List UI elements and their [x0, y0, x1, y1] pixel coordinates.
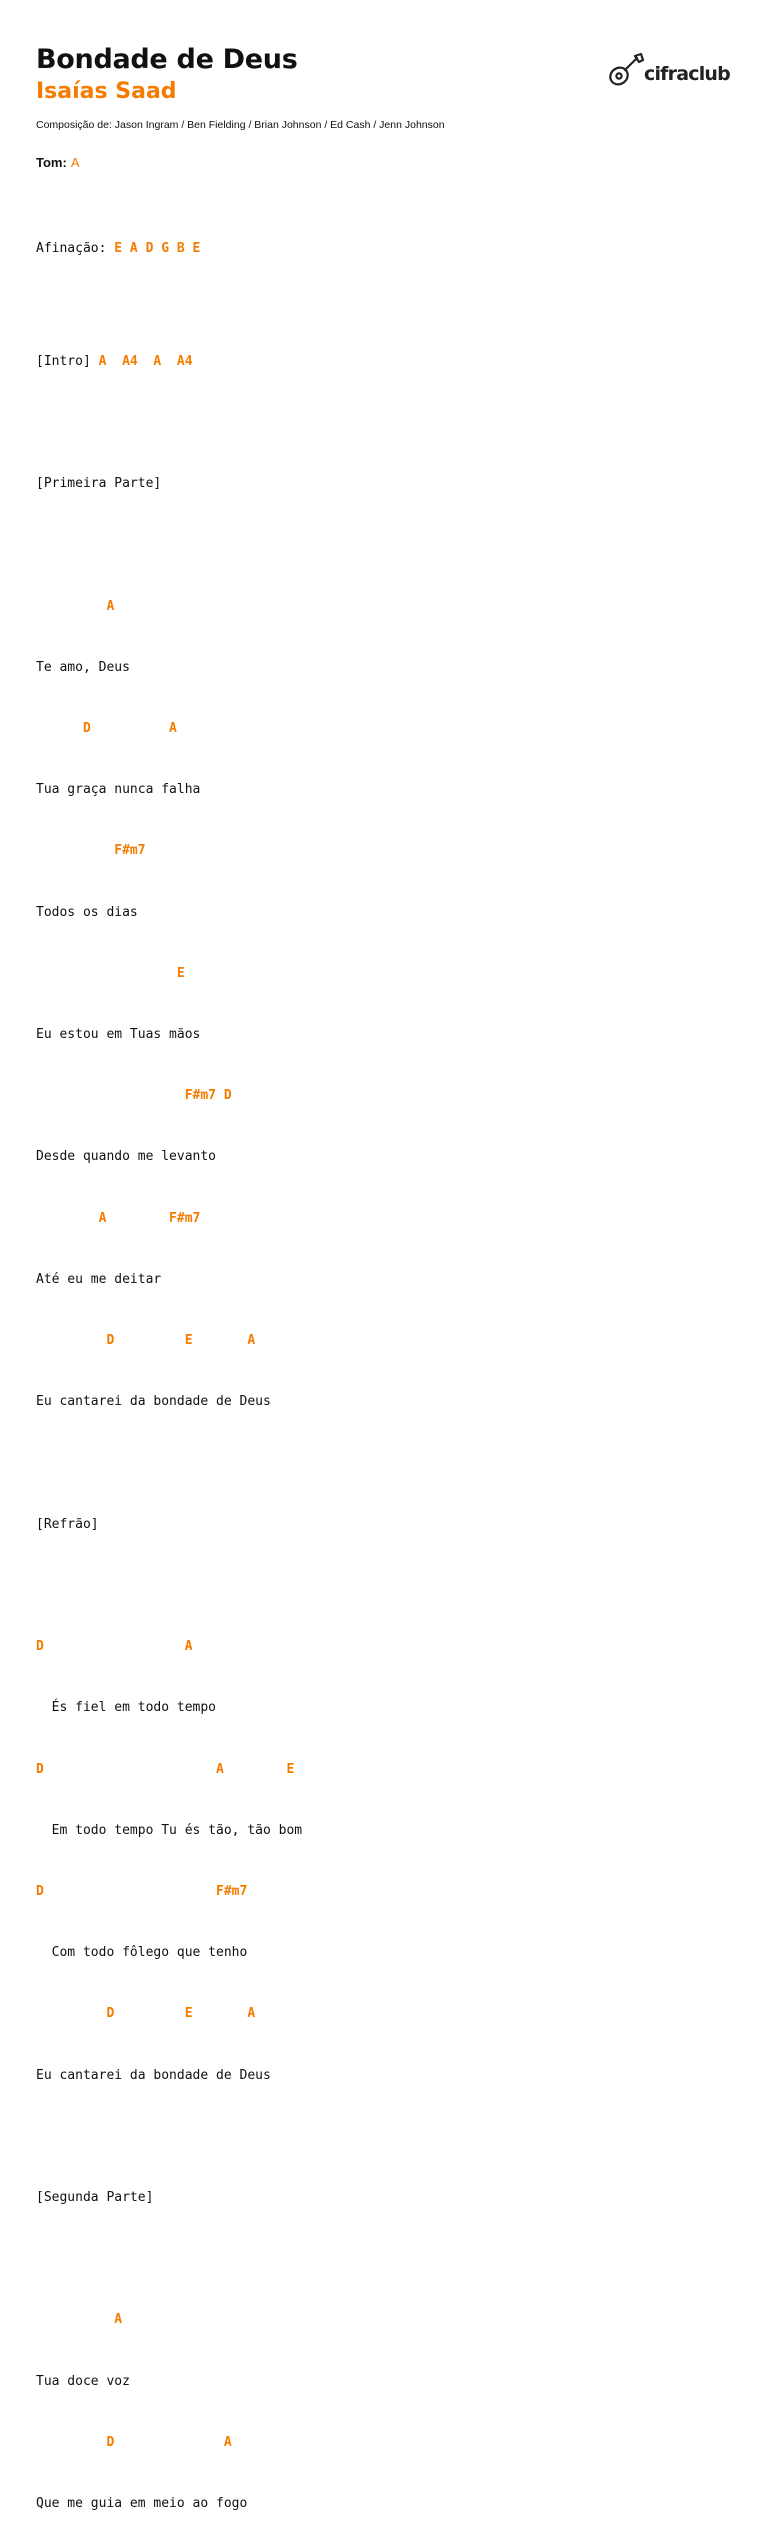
section-segunda-parte: [Segunda Parte]	[36, 2189, 154, 2205]
tuning-notes[interactable]: E A D G B E	[114, 240, 201, 256]
lyric-line: Tua doce voz	[36, 2373, 130, 2389]
logo-wordmark: cifraclub	[644, 63, 730, 85]
chord-sheet	[36, 198, 302, 2535]
intro-line	[36, 352, 302, 372]
lyric-line: Com todo fôlego que tenho	[36, 1945, 248, 1961]
chord-line[interactable]: E	[36, 965, 185, 981]
cifraclub-logo[interactable]	[606, 47, 730, 93]
section-primeira-parte: [Primeira Parte]	[36, 476, 162, 492]
tuning-label: Afinação:	[36, 240, 107, 256]
key-label: Tom:	[36, 155, 67, 170]
lyric-line: Todos os dias	[36, 904, 138, 920]
chord-line[interactable]: D E A	[36, 2006, 256, 2022]
lyric-line: Eu estou em Tuas mãos	[36, 1027, 201, 1043]
chord-line[interactable]: D F#m7	[36, 1883, 248, 1899]
chord-line[interactable]: A	[36, 598, 115, 614]
lyric-line: És fiel em todo tempo	[36, 1700, 217, 1716]
composer-credits: Composição de: Jason Ingram / Ben Fielding / Brian Johnson / Ed Cash / Jenn Johnson	[36, 119, 445, 131]
lyric-line: Até eu me deitar	[36, 1271, 162, 1287]
chord-line[interactable]: A F#m7	[36, 1210, 201, 1226]
song-title: Bondade de Deus	[36, 44, 298, 75]
section-refrao: [Refrão]	[36, 1516, 99, 1532]
chord-line[interactable]: D A	[36, 1639, 193, 1655]
lyric-line: Desde quando me levanto	[36, 1149, 217, 1165]
chord-line[interactable]: D A	[36, 2434, 232, 2450]
intro-chords[interactable]: A A4 A A4	[98, 353, 193, 369]
tuning-line	[36, 239, 302, 259]
lyric-line: Que me guia em meio ao fogo	[36, 2495, 248, 2511]
lyric-line: Eu cantarei da bondade de Deus	[36, 1394, 271, 1410]
key-value[interactable]: A	[70, 155, 80, 170]
lyric-line: Te amo, Deus	[36, 659, 130, 675]
chord-line[interactable]: F#m7 D	[36, 1088, 232, 1104]
song-key	[36, 155, 79, 170]
chord-line[interactable]: D A E	[36, 1761, 295, 1777]
chord-line[interactable]: A	[36, 2312, 123, 2328]
chord-line[interactable]: F#m7	[36, 843, 146, 859]
lyric-line: Em todo tempo Tu és tão, tão bom	[36, 1822, 303, 1838]
chord-line[interactable]: D E A	[36, 1333, 256, 1349]
chord-line[interactable]: D A	[36, 721, 177, 737]
lyric-line: Eu cantarei da bondade de Deus	[36, 2067, 271, 2083]
intro-label: [Intro]	[36, 353, 91, 369]
ukulele-logo-icon	[606, 50, 646, 90]
artist-name[interactable]: Isaías Saad	[36, 79, 177, 104]
lyric-line: Tua graça nunca falha	[36, 782, 201, 798]
